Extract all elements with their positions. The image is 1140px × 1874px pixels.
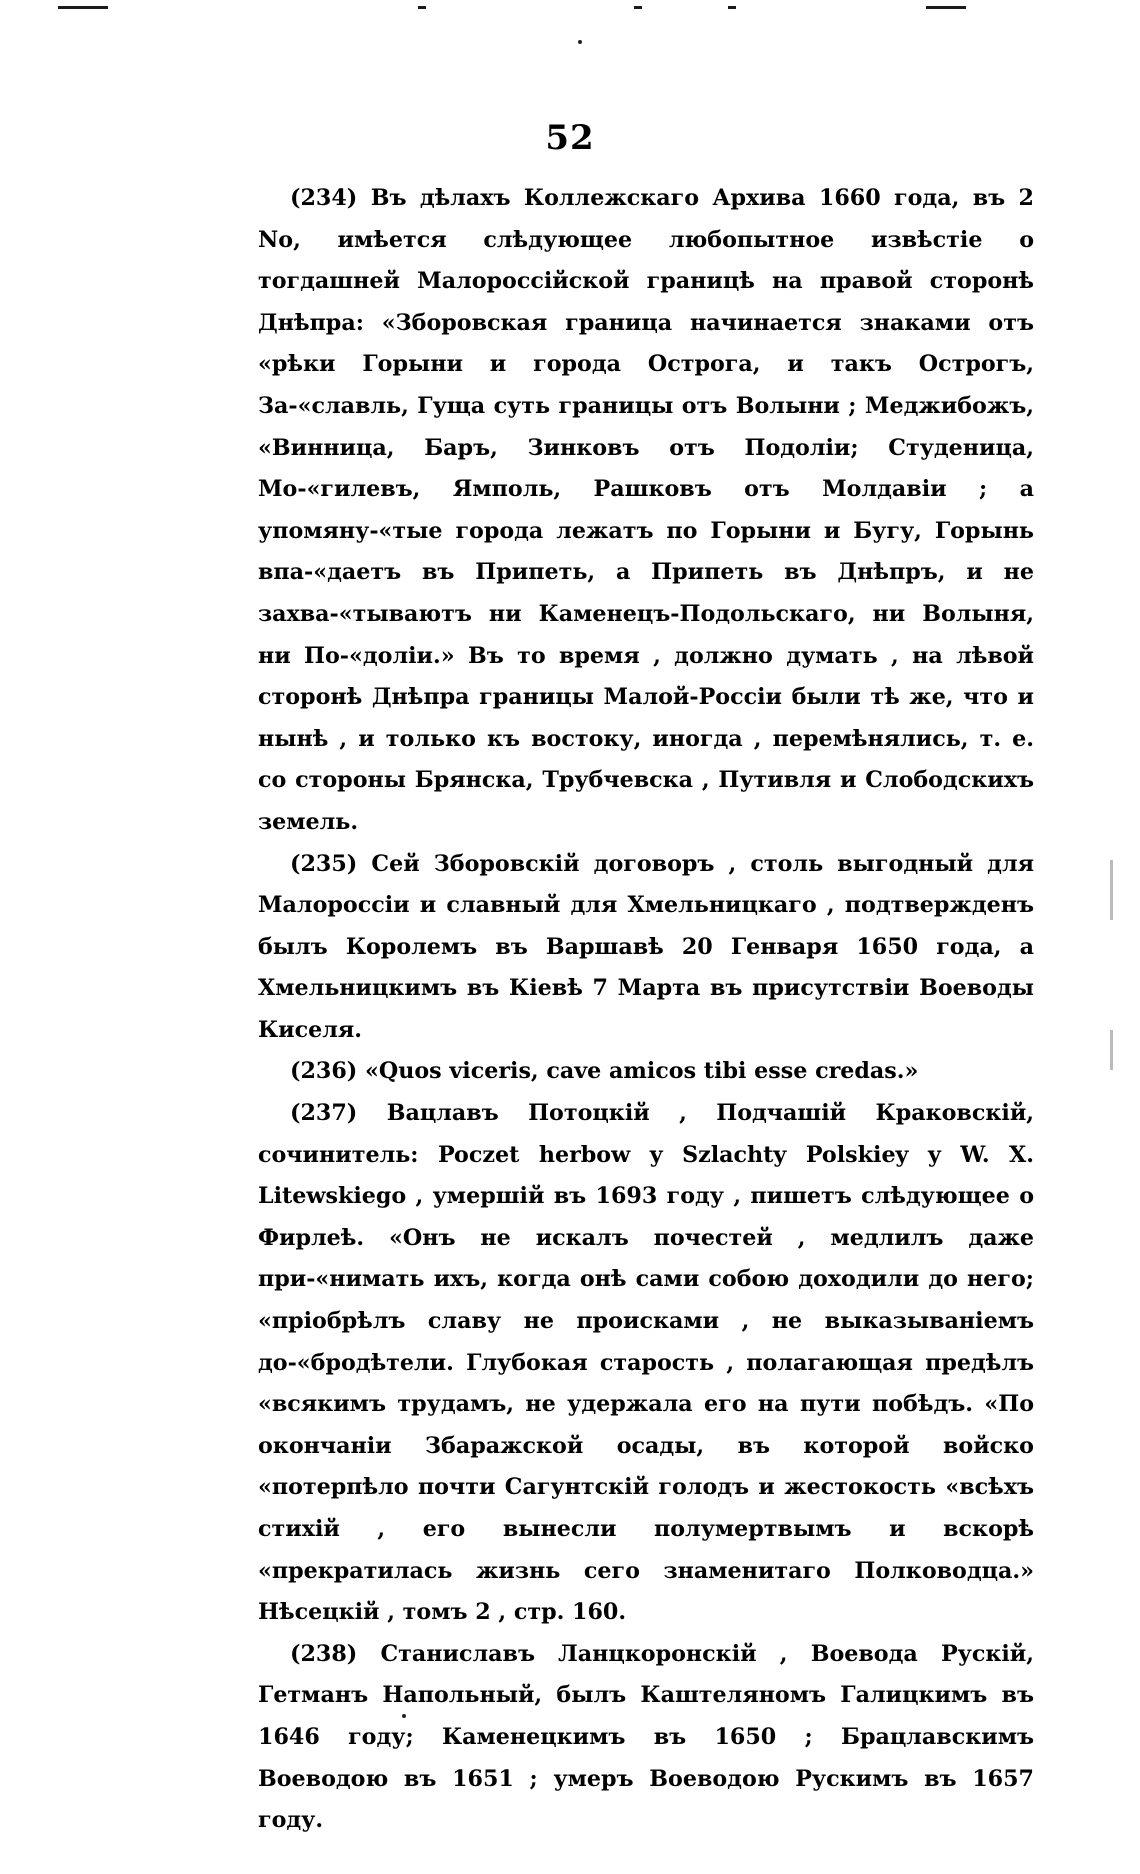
scan-edge-ticks [1100, 0, 1140, 1874]
scan-mark [418, 6, 426, 9]
scan-dot [578, 40, 582, 44]
footnotes-body [258, 178, 1034, 1842]
scan-mark [926, 6, 966, 9]
footnote-236: (236) «Quos viceris, cave amicos tibi esse credas.» [290, 1058, 919, 1085]
scan-mark [728, 6, 736, 9]
scan-mark [58, 6, 108, 9]
footnote-235: (235) Сей Зборовскій договоръ , столь выгодный для Малороссіи и славный для Хмельницкаго , подтвержденъ былъ Королемъ въ Варшавѣ 20 Генваря 1650 года, а Хмельницкимъ въ Кіевѣ 7 Марта въ присутствіи Воеводы Киселя. [258, 850, 1034, 1043]
footnote-234: (234) Въ дѣлахъ Коллежскаго Архива 1660 года, въ 2 No, имѣется слѣдующее любопытное извѣстіе о тогдашней Малороссійской границѣ на правой сторонѣ Днѣпра: «Зборовская граница начинается знаками отъ «рѣки Горыни и города Острога, и такъ Острогъ, За-«славль, Гуща суть границы отъ Волыни ; Меджибожъ, «Винница, Баръ, Зинковъ отъ Подоліи; Студеница, Мо-«гилевъ, Ямполь, Рашковъ отъ Молдавіи ; а упомяну-«тые города лежатъ по Горыни и Бугу, Горынь впа-«даетъ въ Припеть, а Припеть въ Днѣпръ, и не захва-«тываютъ ни Каменецъ-Подольскаго, ни Волыня, ни По-«доліи.» Въ то время , должно думать , на лѣвой сторонѣ Днѣпра границы Малой-Россіи были тѣ же, что и нынѣ , и только къ востоку, иногда , перемѣнялись, т. е. со стороны Брянска, Трубчевска , Путивля и Слободскихъ земель. [258, 185, 1034, 835]
scan-tick [1110, 1030, 1113, 1070]
scan-edge-marks [0, 0, 1140, 60]
scan-mark [634, 6, 642, 9]
scan-dot [402, 1714, 406, 1718]
footnote-237: (237) Вацлавъ Потоцкій , Подчашій Краковскій, сочинитель: Poczet herbow y Szlachty Polskiey y W. X. Litewskiego , умершій въ 1693 году , пишетъ слѣдующее о Фирлеѣ. «Онъ не искалъ почестей , медлилъ даже при-«нимать ихъ, когда онѣ сами собою доходили до него; «пріобрѣлъ славу не происками , не выказываніемъ до-«бродѣтели. Глубокая старость , полагающая предѣлъ «всякимъ трудамъ, не удержала его на пути побѣдъ. «По окончаніи Збаражской осады, въ которой войско «потерпѣло почти Сагунтскій голодъ и жестокость «всѣхъ стихій , его вынесли полумертвымъ и вскорѣ «прекратилась жизнь сего знаменитаго Полководца.» Нѣсецкій , томъ 2 , стр. 160. [258, 1100, 1034, 1626]
footnote-238: (238) Станиславъ Ланцкоронскій , Воевода Рускій, Гетманъ Напольный, былъ Каштеляномъ Галицкимъ въ 1646 году; Каменецкимъ въ 1650 ; Брацлавскимъ Воеводою въ 1651 ; умеръ Воеводою Рускимъ въ 1657 году. [258, 1640, 1034, 1834]
page-number: 52 [545, 118, 595, 158]
scan-tick [1110, 860, 1113, 920]
